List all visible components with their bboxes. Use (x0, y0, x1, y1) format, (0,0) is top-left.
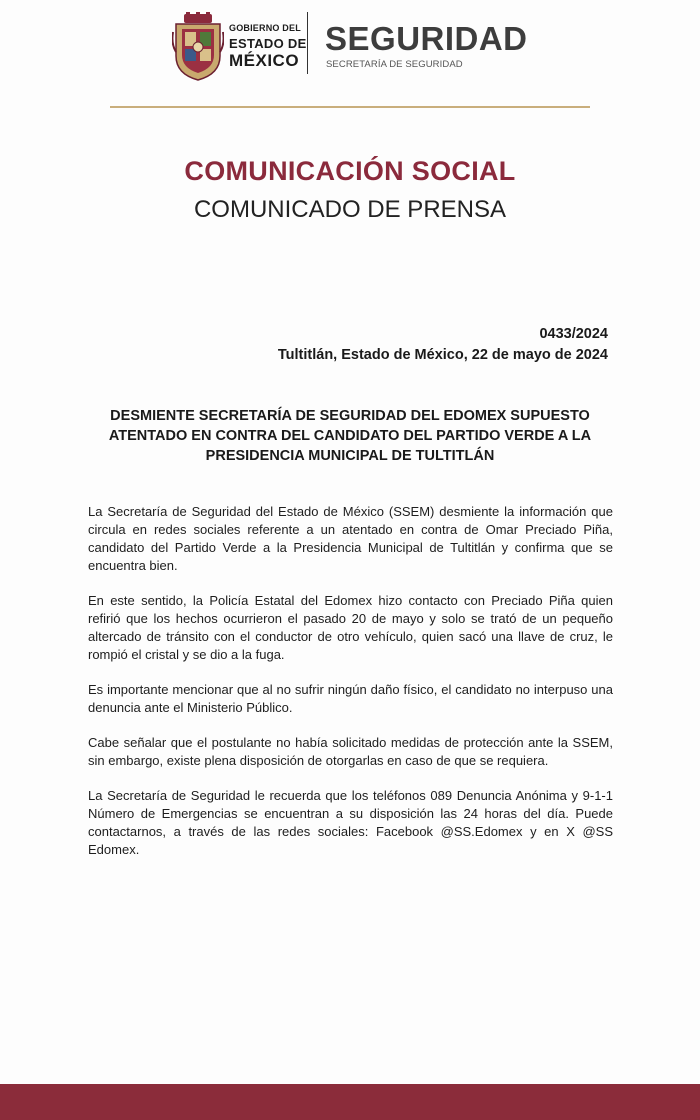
department-title: COMUNICACIÓN SOCIAL (184, 156, 516, 186)
letterhead (0, 0, 700, 105)
header-divider (307, 12, 308, 74)
release-number: 0433/2024 (539, 326, 608, 342)
gov-line-2: ESTADO DE (229, 36, 307, 51)
press-body (88, 503, 613, 876)
document-type: COMUNICADO DE PRENSA (193, 196, 507, 223)
paragraph: Es importante mencionar que al no sufrir ningún daño físico, el candidato no interpuso una denuncia ante el Ministerio Público. (88, 682, 613, 715)
gov-line-1: GOBIERNO DEL (229, 23, 301, 33)
press-headline: DESMIENTE SECRETARÍA DE SEGURIDAD DEL EDOMEX SUPUESTO ATENTADO EN CONTRA DEL CANDIDATO DEL PARTIDO VERDE A LA PRESIDENCIA MUNICIPAL DE TULTITLÁN (108, 408, 592, 464)
paragraph: En este sentido, la Policía Estatal del Edomex hizo contacto con Preciado Piña quien refirió que los hechos ocurrieron el pasado 20 de mayo y solo se trató de un pequeño altercado de tránsito con el conductor de otro vehículo, quien sacó una llave de cruz, le rompió el cristal y se dio a la fuga. (88, 593, 613, 662)
paragraph: La Secretaría de Seguridad le recuerda que los teléfonos 089 Denuncia Anónima y 9-1-1 Número de Emergencias se encuentran a su disposición las 24 horas del día. Puede contactarnos, a través de las redes sociales: Facebook @SS.Edomex y en X @SS Edomex. (88, 788, 613, 857)
place-and-date: Tultitlán, Estado de México, 22 de mayo de 2024 (277, 347, 608, 363)
state-government-wordmark (229, 24, 307, 69)
release-meta (278, 324, 608, 366)
paragraph: Cabe señalar que el postulante no había solicitado medidas de protección ante la SSEM, sin embargo, existe plena disposición de otorgarlas en caso de que se requiera. (88, 735, 613, 768)
gov-line-3: MÉXICO (229, 51, 300, 70)
footer-bar (0, 1084, 700, 1120)
header-rule (110, 106, 590, 108)
paragraph: La Secretaría de Seguridad del Estado de México (SSEM) desmiente la información que circula en redes sociales referente a un atentado en contra de Omar Preciado Piña, candidato del Partido Verde a la Presidencia Municipal de Tultitlán y confirma que se encuentra bien. (88, 504, 613, 573)
state-coat-of-arms-icon (172, 12, 224, 82)
secretariat-subtitle: SECRETARÍA DE SEGURIDAD (326, 59, 463, 70)
secretariat-brand: SEGURIDAD (325, 20, 528, 57)
